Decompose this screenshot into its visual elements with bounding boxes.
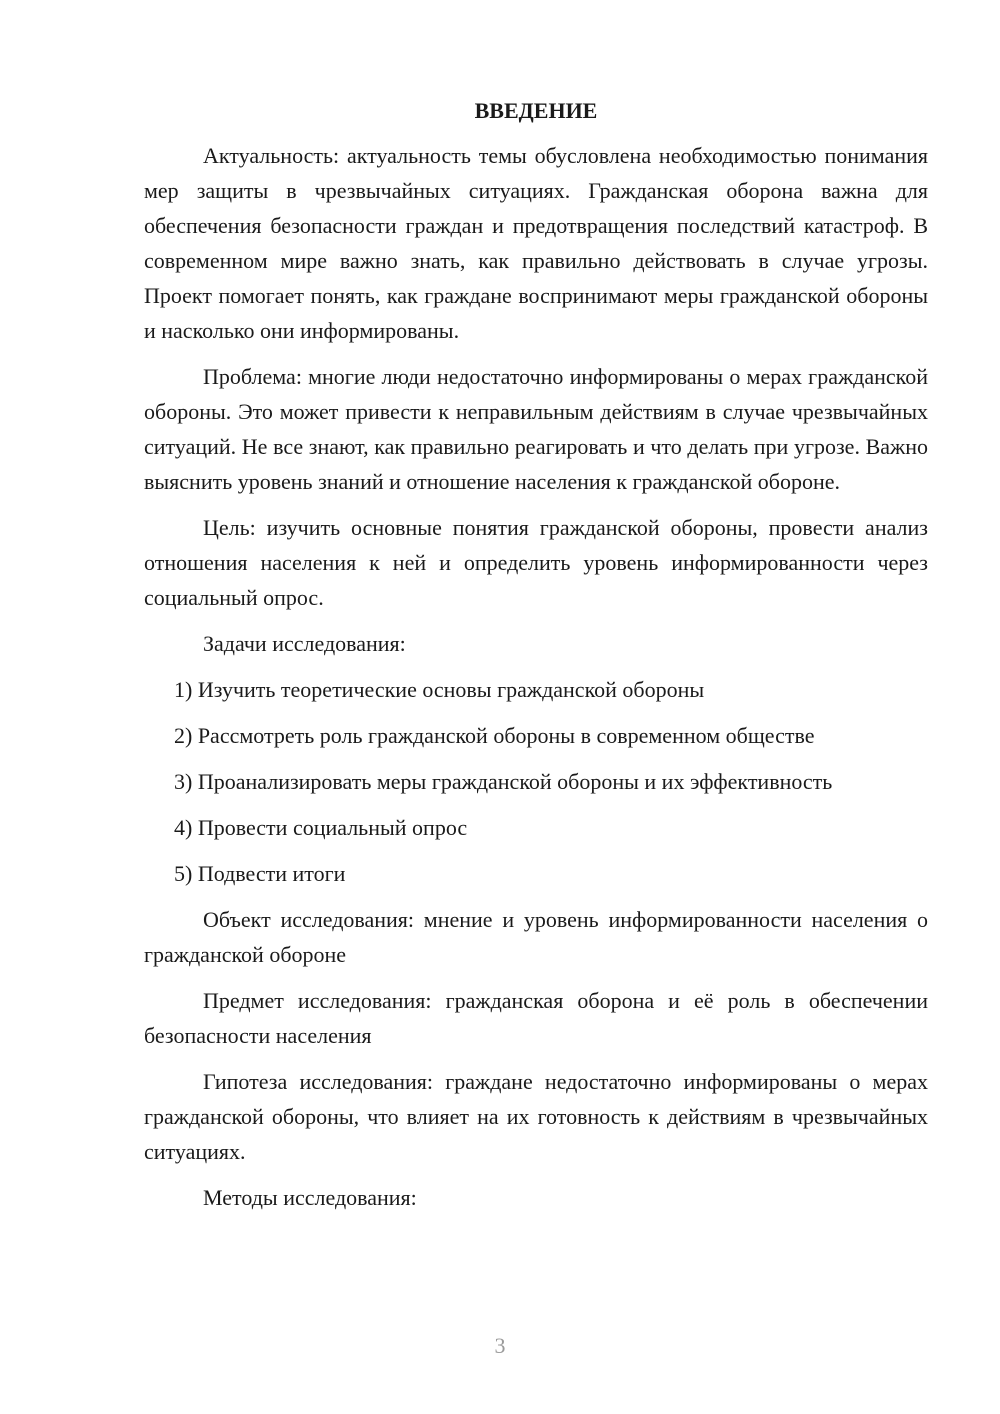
list-item: 4) Провести социальный опрос — [174, 815, 468, 840]
section-title: ВВЕДЕНИЕ — [474, 98, 598, 123]
paragraph-hypothesis: Гипотеза исследования: граждане недостаточно информированы о мерах гражданской обороны, что влияет на их готовность к действиям в чрезвычайных ситуациях. — [144, 1069, 928, 1164]
page-content — [144, 96, 928, 1226]
list-item: 3) Проанализировать меры гражданской обороны и их эффективность — [174, 769, 833, 794]
list-item: 5) Подвести итоги — [174, 861, 346, 886]
list-item: 2) Рассмотреть роль гражданской обороны в современном обществе — [174, 723, 815, 748]
paragraph-goal: Цель: изучить основные понятия гражданской обороны, провести анализ отношения населения к ней и определить уровень информированности через социальный опрос. — [144, 515, 928, 610]
paragraph-object: Объект исследования: мнение и уровень информированности населения о гражданской обороне — [144, 907, 928, 967]
list-item: 1) Изучить теоретические основы гражданской обороны — [174, 677, 705, 702]
paragraph-subject: Предмет исследования: гражданская оборона и её роль в обеспечении безопасности населения — [144, 988, 928, 1048]
tasks-heading: Задачи исследования: — [203, 631, 406, 656]
paragraph-problem: Проблема: многие люди недостаточно информированы о мерах гражданской обороны. Это может привести к неправильным действиям в случае чрезвычайных ситуаций. Не все знают, как правильно реагировать и что делать при угрозе. Важно выяснить уровень знаний и отношение населения к гражданской обороне. — [144, 364, 928, 494]
page-number: 3 — [494, 1333, 506, 1358]
paragraph-relevance: Актуальность: актуальность темы обусловлена необходимостью понимания мер защиты в чрезвычайных ситуациях. Гражданская оборона важна для обеспечения безопасности граждан и предотвращения последствий катастроф. В современном мире важно знать, как правильно действовать в случае угрозы. Проект помогает понять, как граждане воспринимают меры гражданской обороны и насколько они информированы. — [144, 143, 928, 343]
methods-heading: Методы исследования: — [203, 1185, 417, 1210]
tasks-list — [144, 672, 928, 891]
